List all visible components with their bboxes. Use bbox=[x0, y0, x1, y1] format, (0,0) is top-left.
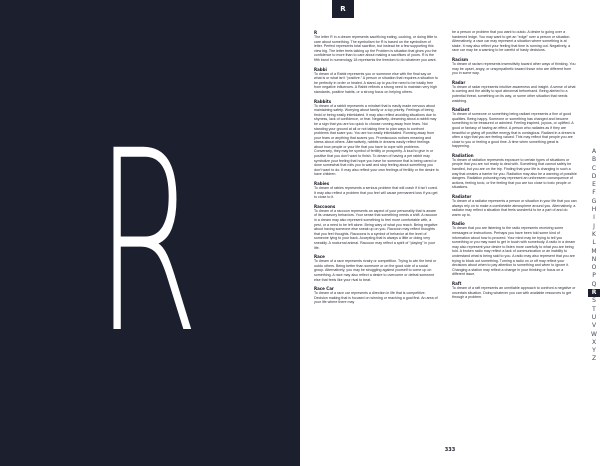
alphabet-index-letter[interactable]: Q bbox=[591, 280, 597, 288]
alphabet-index-letter[interactable]: C bbox=[591, 164, 597, 172]
alphabet-index bbox=[588, 148, 600, 364]
entry-text: To dream of radar represents intuitive awareness and insight. A sense of what is coming and the ability to spot abnormal beforehand. Being alerted to a potential threat, something on its way, or some other situation that needs watching. bbox=[452, 84, 576, 103]
dictionary-entry bbox=[314, 181, 439, 200]
alphabet-index-letter[interactable]: B bbox=[591, 156, 597, 164]
entry-title: Rabies bbox=[314, 181, 330, 187]
entry-title: Radiation bbox=[452, 152, 474, 158]
section-letter-label: R bbox=[340, 5, 346, 13]
right-entries-list bbox=[452, 30, 577, 300]
dictionary-entry bbox=[452, 221, 577, 277]
entry-title: Radiator bbox=[452, 194, 472, 200]
entry-text: To dream of a rabbit represents a mindset that is easily made nervous about maintaining safety. Worrying about family or a top priority. Feelings of being timid or being easily intimidated. It may also reflect avoiding situations due to shyness, lack of confidence, or fear. Negatively, dreaming about a rabbit may be a sign that you are too quick to choose running away from fears. Not standing your ground at all or not taking time to plan ways to confront problems that scare you. You are too easily intimidated. Running away from your fears or anything that scares you. Promiscuous notices meaning and stress about others. Alternatively, rabbits in dreams easily reflect feelings about how people or your life that you have to cope with problems. Conversely, they may be symbol of fertility or prosperity. A loud to give in or positive that you don't want to finish. To dream of having a pet rabbit may symbolize your feeling that hope you have for someone that is being cared or done somewhat that rolls you to wait and stop feeling about something you don't want to do. It may also reflect your own feelings of fertility or the desire to have children. bbox=[314, 103, 439, 177]
alphabet-index-letter[interactable]: V bbox=[591, 322, 597, 330]
entry-title: Radar bbox=[452, 79, 466, 85]
intro-text: The letter R in a dream represents sacrificing eating, cooking, or doing little to care about something. The symbolism for R is based on the symbolism of letter. Perfect represents total sacrifice, but instead be a few supporting this view big. The letter feels talking up the Problem is situation that gives you the confidence to more than to care about making a sacrifices of yours. R is the fifth band in numerology 18 represents the freedom to do whatever you want. bbox=[314, 35, 438, 62]
entry-text: To dream of rabies represents a serious problem that will crash if it isn't cured. It may also reflect a problem that you feel will cause permanent loss if you get to close to it. bbox=[314, 186, 438, 200]
entry-title: Raft bbox=[452, 280, 462, 286]
alphabet-index-letter[interactable]: J bbox=[593, 222, 595, 230]
entry-text: To dream that you are listening to the radio represents receiving some messages or instructions. Perhaps you have been told some kind of information about how to proceed. Your mind may be trying to tell you something or you may want to get in touch with somebody. A radio in a dream may also represent your desire to listen more carefully to what you are being told. A broken radio may reflect a lack of communication or an inability to understand what is being said to you. A radio may also represent that you are trying to block out something. Turning a radio on or off may reflect your decisions about when to pay attention to something and when to ignore it. Changing a station may reflect a change in your thinking or focus on a different issue. bbox=[452, 226, 576, 277]
intro-heading: R bbox=[314, 30, 318, 35]
entry-title: Rabbi bbox=[314, 66, 327, 72]
section-letter-tab bbox=[332, 0, 354, 18]
entry-text: To dream of a radiator represents a person or situation in your life that you can always rely on to make a comfortable atmosphere around you. Alternatively, a radiator may reflect a situation that feels wonderful to be a part of and do warm up to. bbox=[452, 199, 577, 217]
alphabet-index-letter[interactable]: Z bbox=[591, 355, 597, 363]
entry-title: Radio bbox=[452, 221, 465, 227]
big-letter-glyph: R bbox=[95, 97, 200, 388]
entry-text: To dream of a race represents rivalry or competition. Trying to win the best or outdo others. Being better than someone or on the good side of a social group. Alternatively, you may be struggling against yourself to come up on something. A race may also reflect a desire to overcome or defeat someone else that feels like your rival to beat. bbox=[314, 259, 437, 282]
alphabet-index-letter[interactable]: M bbox=[591, 247, 597, 255]
alphabet-index-letter[interactable]: A bbox=[591, 148, 597, 155]
alphabet-index-letter[interactable]: H bbox=[591, 206, 597, 214]
page-number: 333 bbox=[444, 447, 456, 453]
alphabet-index-letter[interactable]: K bbox=[592, 230, 596, 238]
alphabet-index-letter[interactable]: F bbox=[592, 189, 596, 197]
dictionary-entry bbox=[314, 67, 439, 95]
alphabet-index-letter[interactable]: T bbox=[592, 305, 596, 313]
dictionary-entry bbox=[314, 204, 439, 250]
alphabet-index-letter[interactable]: D bbox=[591, 172, 597, 180]
entry-title: Racism bbox=[452, 56, 469, 62]
entry-text: be a person or problem that you want to outdo. A desire to going over a hardened ledge. You may want to get an "edge" over a person or situation. Alternatively, a race car may represent a situation where something is at stake. It may also reflect your feeling that time is running out. Negatively, a race car may be a warning to be careful of hasty decisions. bbox=[452, 30, 571, 53]
entry-title: Race Car bbox=[314, 286, 334, 292]
dictionary-entry bbox=[452, 194, 577, 217]
dictionary-entry bbox=[314, 99, 439, 178]
entry-text: To dream of a Rabbi represents you or someone else with the final say on what is or what isn't "positive." A person or situation that requires a situation to be perfectly in order or healed. A stand-up to you the need to be totally free from negative influences. A Rabbi reflects a strong need to maintain very high standards, positive habits, or a strong focus on helping others. bbox=[314, 71, 438, 94]
dictionary-entry bbox=[452, 281, 577, 300]
dictionary-entry bbox=[452, 80, 577, 103]
alphabet-index-letter[interactable]: I bbox=[593, 214, 595, 222]
entry-title: Race bbox=[314, 254, 325, 260]
alphabet-index-letter[interactable]: L bbox=[592, 239, 596, 247]
left-text-column bbox=[314, 30, 439, 309]
entry-title: Rabbits bbox=[314, 98, 332, 104]
entry-text: To dream of a race car represents a direction in life that is competitive. Decision making that is focused on winning or reaching a goal first. An area of your life where there may bbox=[314, 291, 438, 305]
alphabet-index-letter[interactable]: E bbox=[592, 181, 596, 189]
dictionary-entry bbox=[452, 30, 577, 53]
alphabet-index-letter[interactable]: U bbox=[591, 313, 597, 321]
alphabet-index-letter[interactable]: O bbox=[591, 264, 597, 272]
alphabet-index-letter[interactable]: W bbox=[591, 330, 597, 338]
big-section-letter bbox=[95, 97, 200, 388]
entry-text: To dream of racism represents insensitivity toward other ways of thinking. You may be upset, angry, or unsympathetic toward those who are different from you in some way. bbox=[452, 61, 576, 76]
entry-title: Raccoons bbox=[314, 203, 336, 209]
entry-text: To dream of someone or something being radiant represents a fine of good qualities. Being happy. Someone or something has changed and become something to be treasured or admired. Feeling inspired, joyous, or uplifted. A good or fantasy of having an effect. A person who radiates as if they are beautiful or giving off positive energy that is contagious. Radiant in a dream is often a sign that you are feeling valued. This may reflect that people you are close to you or feeling a good time. A time when something great is happening. bbox=[452, 112, 576, 149]
intro-entry bbox=[314, 30, 439, 63]
alphabet-index-letter[interactable]: Y bbox=[592, 347, 596, 355]
alphabet-index-letter[interactable]: N bbox=[591, 255, 597, 263]
dictionary-entry bbox=[452, 153, 577, 190]
dictionary-entry bbox=[452, 57, 577, 76]
entry-text: To dream of a raft represents an unreliable approach to confront a negative or uncertain situation. Doing whatever you can with available resources to get through a problem. bbox=[452, 285, 576, 300]
alphabet-index-letter[interactable]: S bbox=[592, 297, 596, 305]
alphabet-index-letter[interactable]: P bbox=[592, 272, 596, 280]
alphabet-index-letter[interactable]: G bbox=[591, 197, 597, 205]
dictionary-entry bbox=[314, 254, 439, 282]
alphabet-index-letter[interactable]: R bbox=[588, 289, 600, 297]
alphabet-index-letter[interactable]: X bbox=[591, 338, 597, 346]
right-text-column bbox=[452, 30, 577, 304]
dictionary-entry bbox=[452, 107, 577, 149]
dictionary-entry bbox=[314, 286, 439, 305]
entry-title: Radiant bbox=[452, 107, 470, 113]
left-entries-list bbox=[314, 67, 439, 305]
entry-text: To dream of a raccoon represents an aspect of your personality that is aware of its unsavory behaviors. Your sense that something needs a shift. A raccoon in a dream may also represent something to feel more comfortable with, a pest, or a need to be left alone. Being wary of what you reach. Being negative about having someone else sneak up on you. Raccoon may reflect thoughts that you feel thoughts. Raccoons is a symbol of behavior at the level of someone lying to your back. Accepting that is always a little or doing very sneakily. A nocturnal animal. Raccoon may reflect a spirit of "playing" in your life. bbox=[314, 208, 438, 250]
entry-text: To dream of radiation represents exposure to certain types of situations or people that you are not ready to deal with. Something that cannot safely be handled, but you are on the trip. Finding that your life is changing in such a way that creates a barrier for you. Radiation may also be a warning of possible dangers. Radiation poisoning may represent an unforeseen consequence of actions, feeling toxic, or the feeling that you are too close to toxic people or situations. bbox=[452, 157, 577, 190]
